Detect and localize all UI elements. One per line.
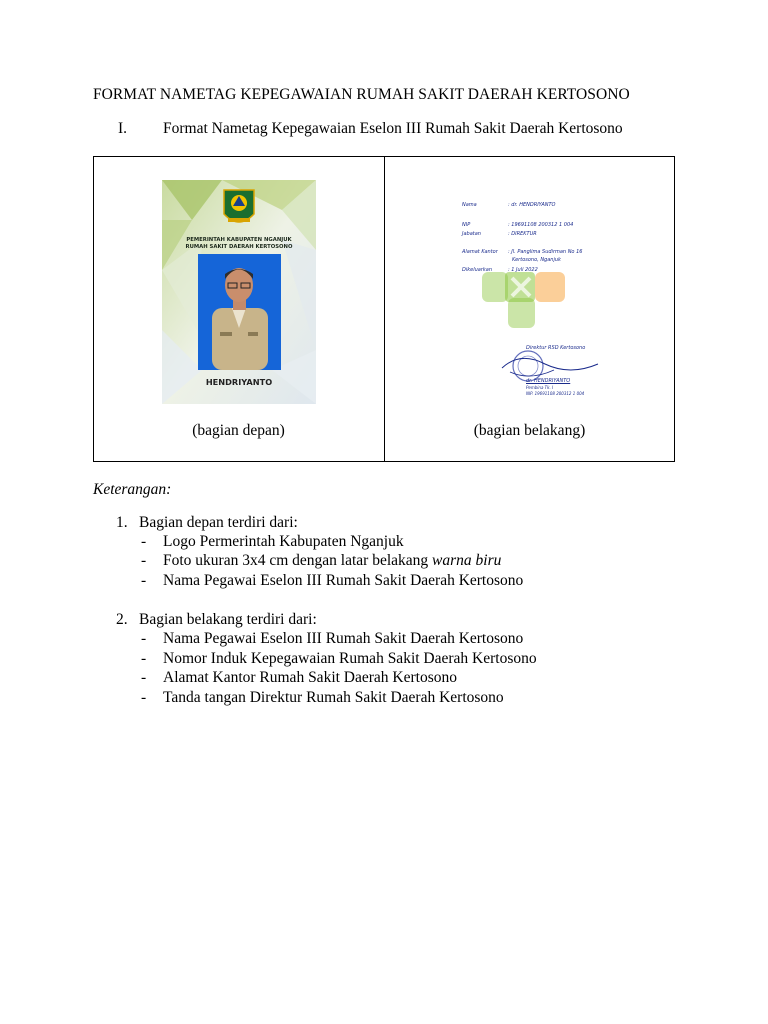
list-heading: Bagian belakang terdiri dari: [139,611,317,628]
field-label-alamat: Alamat Kantor [462,249,498,255]
front-name: HENDRIYANTO [205,377,273,387]
list-number: 1. [116,514,128,531]
page-title: FORMAT NAMETAG KEPEGAWAIAN RUMAH SAKIT DAERAH KERTOSONO [93,86,630,103]
list-item: Alamat Kantor Rumah Sakit Daerah Kertosono [163,669,457,686]
dash-marker: - [141,689,147,706]
org-line-1: PEMERINTAH KABUPATEN NGANJUK [186,237,292,243]
field-value-dikeluarkan: : 1 Juli 2022 [508,267,538,273]
nametag-back [450,186,600,404]
signer-name: dr. HENDRIYANTO [526,378,571,384]
list-item: Nama Pegawai Eselon III Rumah Sakit Daerah Kertosono [163,572,524,589]
dash-marker: - [141,650,147,667]
field-value-alamat-city: Kertosono, Nganjuk [512,257,561,263]
dash-marker: - [141,552,147,569]
dash-marker: - [141,533,147,550]
rsd-logo-watermark-icon [450,186,600,404]
nametag-front [162,180,316,404]
list-item: Nomor Induk Kepegawaian Rumah Sakit Daerah Kertosono [163,650,537,667]
field-label-dikeluarkan: Dikeluarkan [462,267,493,273]
employee-photo [198,254,281,370]
signer-rank: Pembina Tk. I [526,385,554,390]
list-item-emphasis: warna biru [432,552,502,569]
caption-front: (bagian depan) [192,422,285,439]
field-value-nama: : dr. HENDRIYANTO [508,202,556,208]
field-value-nip: : 19691108 200312 1 004 [508,222,574,228]
field-label-nama: Nama [462,202,477,208]
list-item-text: Foto ukuran 3x4 cm dengan latar belakang [163,552,433,569]
caption-back: (bagian belakang) [473,422,586,439]
org-line-2: RUMAH SAKIT DAERAH KERTOSONO [185,244,293,250]
list-item: Logo Permerintah Kabupaten Nganjuk [163,533,404,550]
section-heading: Format Nametag Kepegawaian Eselon III Rumah Sakit Daerah Kertosono [163,120,623,137]
dash-marker: - [141,572,147,589]
list-item [163,552,501,570]
front-card-artwork [162,180,316,404]
signer-nip: NIP. 19691108 200312 1 004 [526,391,585,396]
notes-heading: Keterangan: [93,481,172,498]
list-item: Nama Pegawai Eselon III Rumah Sakit Daerah Kertosono [163,630,524,647]
field-label-nip: NIP [462,222,471,228]
nganjuk-logo-icon [224,190,254,222]
dash-marker: - [141,669,147,686]
table-divider [384,156,385,462]
field-value-alamat: : Jl. Panglima Sudirman No 16 [508,249,583,255]
field-label-jabatan: Jabatan [462,231,481,237]
list-number: 2. [116,611,128,628]
signer-title: Direktur RSD Kertosono [526,345,586,351]
list-item: Tanda tangan Direktur Rumah Sakit Daerah Kertosono [163,689,504,706]
dash-marker: - [141,630,147,647]
field-value-jabatan: : DIREKTUR [508,231,537,237]
section-number: I. [118,120,128,137]
list-heading: Bagian depan terdiri dari: [139,514,298,531]
